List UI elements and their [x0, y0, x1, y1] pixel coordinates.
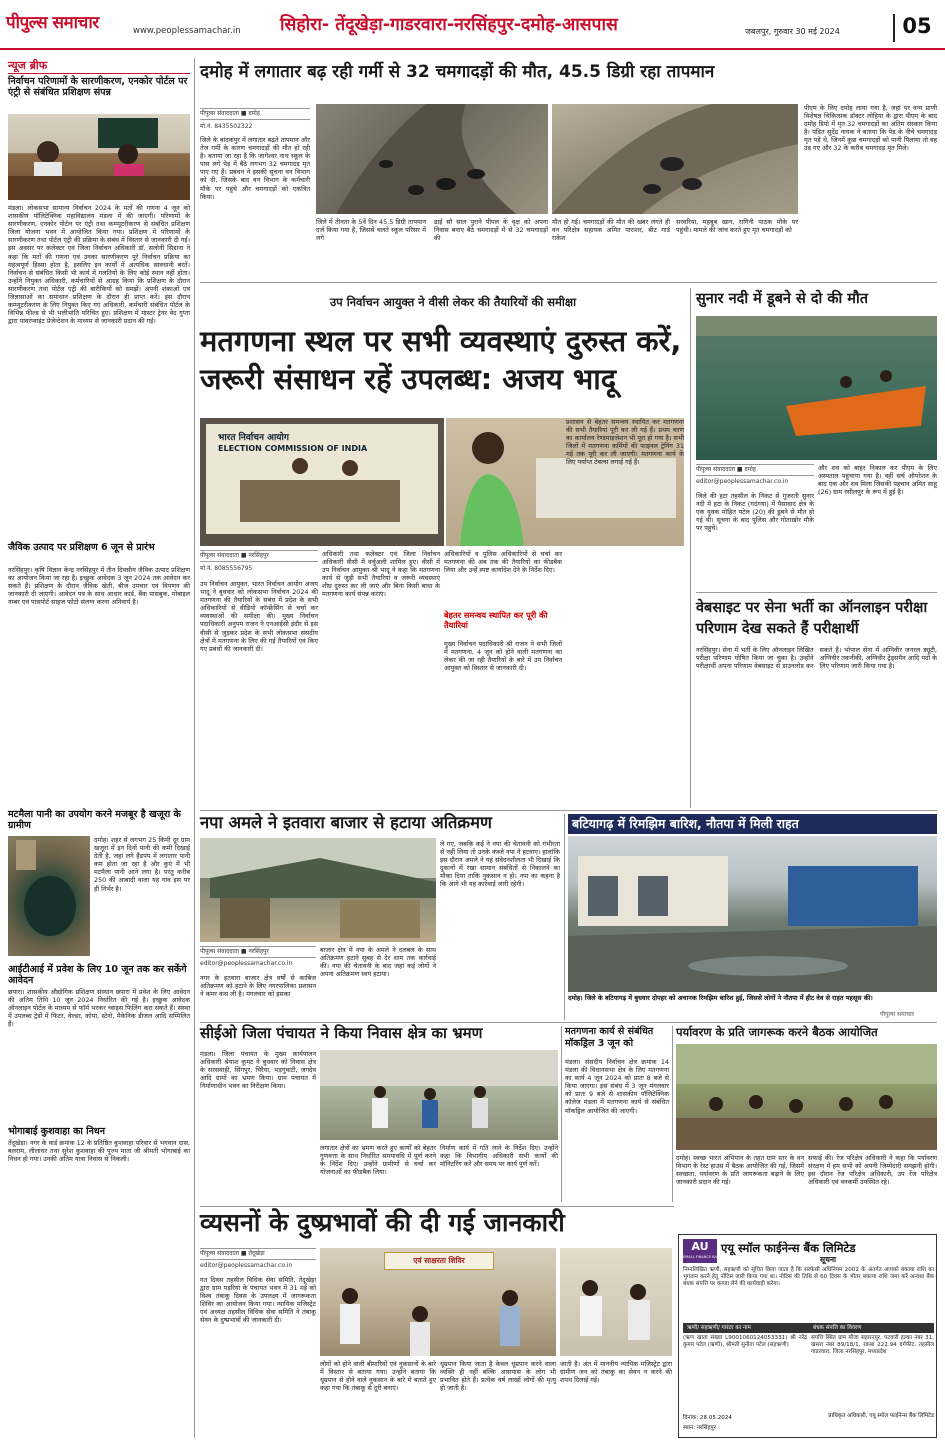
eci-screen-text-en: ELECTION COMMISSION OF INDIA — [218, 444, 368, 453]
count-body-1: उप निर्वाचन आयुक्त, भारत निर्वाचन आयोग अजय भादू ने बुधवार को लोकसभा निर्वाचन 2024 की मतगणना की तैयारियों के संबंध में प्रदेश के सभी अधिकारियों से वीडियो कॉन्फ्रेंसिंग से चर्चा कर व्यवस्थाओं की समीक्षा की। मुख्य निर्वाचन पदाधिकारी अनुपम राजन ने एनआईसी इंदौर से इस वीसी से जुड़कर प्रदेश के सभी लोकसभा संसदीय क्षेत्रों में मतगणना के लिए की गई तैयारियों एवं किए गए प्रबंधों की जानकारी दी। — [200, 580, 318, 653]
count-body-2: अधिकारी तथा कलेक्टर एवं जिला निर्वाचन अधिकारी वीसी में वर्चुअली शामिल हुए। वीसी में उप निर्वाचन आयुक्त श्री भादू ने कहा कि मतगणना कार्य से जुड़ी सभी तैयारियां व जरूरी व्यवस्थाएं शीघ्र दुरुस्त कर ली जाएं और बिना किसी बाधा के मतगणना कार्य संपन्न कराएं। — [322, 550, 440, 599]
rain-photo — [568, 836, 937, 992]
rain-headline: बटियागढ़ में रिमझिम बारिश, नौतपा में मिली राहत — [572, 816, 799, 831]
bank-col-1: ऋणी/ सहऋणी/ गारंटर का नाम — [687, 1325, 751, 1331]
training-scene-icon — [8, 114, 190, 200]
vc-screen-photo — [200, 418, 444, 546]
masthead — [0, 0, 945, 50]
river-rule — [696, 592, 937, 593]
army-headline: वेबसाइट पर सेना भर्ती का ऑनलाइन परीक्षा परिणाम देख सकते हैं परीक्षार्थी — [696, 600, 928, 637]
market-stall-icon — [200, 838, 436, 942]
brief-4-body: छपारा। शासकीय औद्योगिक प्रशिक्षण संस्थान छपारा में प्रवेश के लिए आवेदन की अंतिम तिथि 10 जून 2024 निर्धारित की गई है। इच्छुक आवेदक ऑनलाइन पोर्टल के माध्यम से फॉर्म भरकर च्वाइस फिलिंग करा सकते हैं। संस्था में उपलब्ध ट्रेडों में फिटर, वेल्डर, कोपा, स्टेनो, मैकेनिक डीजल आदि सम्मिलित हैं। — [8, 988, 190, 1029]
count-body-3: अधिकारियों व पुलिस अधिकारियों से चर्चा कर मतगणना की अब तक की तैयारियों का फीडबैक लिया और उन्हें स्पष्ट कार्यादेश देने के निर्देश दिए। — [444, 550, 562, 575]
bank-signatory: प्राधिकृत अधिकारी, एयू स्मॉल फाईनेन्स बैंक लिमिटेड — [828, 1413, 934, 1419]
brief-3-body: दमोह। शहर से लगभग 25 किमी दूर ग्राम खजूरा में इन दिनों पानी की कमी दिखाई देती है, जहां लगे हैंडपंप में लगातार पानी कम होता जा रहा है और कुएं में भी मटमैला पानी आने लगा है। परंतु करीब 250 की आबादी वाला यह गांव इस पर ही निर्भर है। — [94, 836, 190, 893]
site-url: www.peoplessamachar.in — [133, 26, 241, 36]
bank-date: दिनांक: 28.05.2024 — [683, 1415, 732, 1421]
rain-caption: दमोह। जिले के बटियागढ़ में बुधवार दोपहर को अचानक रिमझिम बारिश हुई, जिससे लोगों ने नौतपा में हीट वेव से राहत महसूस की। — [568, 994, 873, 1002]
river-body-1: जिले की हटा तहसील के निकट से गुजरती सुनार नदी में हटा के निकट (गदंगया) में पैसावाद क्षेत्र के एक युवक मोहित पटेल (20) की डूबने से मौत हो गई थी। सूचना के बाद पुलिस और गोताखोर मौके पर पहुंचे। — [696, 492, 814, 533]
brief-1-title: निर्वाचन परिणामों के सारणीकरण, एनकोर पोर्टल पर एंट्री से संबंधित प्रशिक्षण संपन्न — [8, 76, 188, 98]
count-headline: मतगणना स्थल पर सभी व्यवस्थाएं दुरुस्त करें, जरूरी संसाधन रहें उपलब्ध: अजय भादू — [200, 324, 682, 396]
addiction-byline: पीपुल्स संवाददाता ■ तेंदूखेड़ा — [200, 1248, 316, 1260]
rain-rule — [200, 1022, 937, 1023]
bat-story-body: जिले के बांदकपुर में लगातार बढ़ते तापमान और तेज गर्मी के कारण चमगादड़ों की मौत हो रही है। बताया जा रहा है कि जागेश्वर नाथ स्कूल के पास लगे पेड़ में बैठे लगभग 32 चमगादड़ मृत पाए गए हैं। प्रबंधन ने इसकी सूचना वन विभाग को दी, जिसके बाद वन विभाग के कर्मचारी मौके पर पहुंचे और चमगादड़ों को एकत्रित किया। — [200, 136, 310, 201]
encroach-divider-v — [564, 814, 565, 1020]
count-body-4: मुख्य निर्वाचन पदाधिकारी श्री राजन ने सभी जिलों में मतगणना, 4 जून को होने वाली मतगणना का लेकर की जा रही तैयारियों के बारे में उप निर्वाचन आयुक्त को विस्तार से जानकारी दी। — [444, 640, 562, 673]
outdoor-meeting-icon — [676, 1044, 937, 1150]
bank-row-property: संपत्ति स्थित ग्राम मौजा सहारनपुर, पटवारी हल्का नंबर 31, खसरा नंबर 89/18/1, रकबा 222.94 वर्गफीट, तहसील गाडरवारा, जिला नरसिंहपुर, मध्यप्रदेश — [811, 1335, 934, 1355]
addiction-body-1: गत दिवस तहसील विधिक सेवा समिति, तेंदूखेड़ा द्वारा ग्राम पड़रिया के पंचायत भवन में 31 मई को विश्व तंबाकू दिवस के उपलक्ष्य में जागरूकता शिविर का आयोजन किया गया। न्यायिक मजिस्ट्रेट एवं अध्यक्ष तहसील विधिक सेवा समिति ने तंबाकू सेवन के दुष्प्रभावों की जानकारी दी। — [200, 1276, 316, 1325]
tree-roots-icon — [316, 104, 548, 214]
addiction-body-4: जाती है। अंत में माननीय न्यायिक मजिस्ट्रेट द्वारा ग्रामीण जन को तंबाकू का सेवन न करने की शपथ दिलाई गई। — [560, 1360, 672, 1385]
river-email: editor@peoplessamachar.co.in — [696, 478, 789, 485]
army-rule — [200, 810, 937, 811]
count-kicker: उप निर्वाचन आयुक्त ने वीसी लेकर की तैयारियों की समीक्षा — [329, 295, 577, 309]
bank-notice-body: निम्नलिखित ऋणी, सहऋणी को सूचित किया जाता है कि सरफेसी अधिनियम 2002 के अंतर्गत आपको बकाया राशि का भुगतान करने हेतु नोटिस जारी किया गया था। नोटिस की तिथि से 60 दिवस के भीतर बकाया राशि जमा करें अन्यथा बैंक बंधक संपत्ति पर कब्जा लेने की कार्यवाही करेगा। — [683, 1267, 934, 1287]
encroach-headline: नपा अमले ने इतवारा बाजार से हटाया अतिक्रमण — [200, 813, 492, 832]
ceo-divider-v — [561, 1026, 562, 1202]
ceo-body-1: मंडला। जिला पंचायत के मुख्य कार्यपालन अधिकारी श्रेयांश कूमट ने बुधवार को निवास क्षेत्र के सरसवाही, सिंगपुर, चिरैया, भड़गुवाटी, जगदेव आदि ग्रामों का भ्रमण किया। ग्राम पंचायत में निर्माणाधीन भवन का निरीक्षण किया। — [200, 1050, 316, 1091]
count-byline: पीपुल्स संवाददाता ■ नरसिंहपुर — [200, 550, 318, 562]
news-brief-label: न्यूज ब्रीफ — [8, 58, 190, 74]
lower-rule — [200, 1206, 674, 1207]
bank-logo — [683, 1239, 722, 1263]
bank-logo-text: AU — [691, 1240, 709, 1253]
encroach-byline: पीपुल्स संवाददाता ■ नरसिंहपुर — [200, 946, 316, 958]
count-body-5: प्रशासन से बेहतर समन्वय स्थापित कर मतगणना की सभी तैयारियां पूरी कर ली गई हैं। प्रथम चरण का कार्यालय रेण्डमाइजेशन भी पूरा हो गया है। सभी जिलों में मतगणना कर्मियों की फाइनल ट्रेनिंग 31 मई तक पूरी कर ली जाएगी। मतगणना कार्य के लिए पर्याप्त टेबल्स लगाई गई हैं। — [566, 418, 684, 467]
count-divider-v — [690, 288, 691, 808]
region-banner: सिहोरा- तेंदूखेड़ा-गाडरवारा-नरसिंहपुर-दमोह-आसपास — [280, 15, 618, 35]
river-rescue-photo — [696, 316, 937, 460]
rescue-boat-icon — [696, 316, 937, 460]
brief-5-body: तेंदूखेड़ा। नगर के वार्ड क्रमांक 12 के प्रतिष्ठित कुशवाहा परिवार से भगवान दास, बलराम, लीलाधर तथा सुरेश कुशवाहा की पूज्य माता जी श्रीमती भोगाबाई का निधन हो गया। उनकी अंतिम यात्रा निवास से निकली। — [8, 1139, 190, 1164]
counting2-body: मंडला। संसदीय निर्वाचन क्षेत्र क्रमांक 14 मंडला की विधानसभा क्षेत्र के लिए मतगणना का कार्य 4 जून 2024 को प्रातः 8 बजे से किया जाएगा। इस संबंध में 3 जून मंगलवार को प्रातः 9 बजे से शासकीय पॉलिटेक्निक कॉलेज मंडला में मतगणना कार्य से संबंधित मॉकड्रिल आयोजित की जाएगी। — [565, 1058, 669, 1115]
training-photo — [8, 114, 190, 200]
bat-story-headline: दमोह में लगातार बढ़ रही गर्मी से 32 चमगादड़ों की मौत, 45.5 डिग्री रहा तापमान — [200, 62, 715, 82]
bat-photo-2 — [552, 104, 798, 214]
encroach-body-1: नगर के इतवारा बाजार क्षेत्र वर्षों से काबिज अतिक्रमण को हटाने के लिए नगरपालिका प्रशासन ने कमर कस ली है। मंगलवार को इसका — [200, 974, 316, 999]
encroach-email: editor@peoplessamachar.co.in — [200, 960, 293, 967]
army-body: नरसिंहपुर। सेना में भर्ती के लिए ऑनलाइन लिखित परीक्षा परिणाम घोषित किया जा चुका है। उन्होंने परीक्षार्थी अपना परिणाम वेबसाइट से डाउनलोड कर सकते हैं। भोपाल सेना में अग्निवीर जनरल ड्यूटी, अग्निवीर तकनीकी, अग्निवीर ट्रेड्समैन आदि पदों के लिए परिणाम जारी किया गया है। — [696, 646, 937, 671]
bank-notice-title: सूचना — [820, 1255, 836, 1264]
river-headline: सुनार नदी में डूबने से दो की मौत — [696, 291, 868, 307]
brief-2-body: नरसिंहपुर। कृषि विज्ञान केन्द्र नरसिंहपुर में तीन दिवसीय जैविक उत्पाद प्रशिक्षण का आयोजन किया जा रहा है। इच्छुक आवेदक 3 जून 2024 तक आवेदन कर सकते हैं। प्रशिक्षण के दौरान जैविक खेती, बीज उपचार एवं विपणन की जानकारी दी जाएगी। आवेदन पत्र के साथ आधार कार्ड, बैंक पासबुक, मोबाइल नम्बर एवं पासपोर्ट साइज फोटो संलग्न करना अनिवार्य है। — [8, 566, 190, 607]
left-column — [8, 58, 190, 1438]
brand-name: पीपुल्स समाचार — [6, 13, 99, 33]
count-mobile: मो.नं. 8085556795 — [200, 565, 253, 572]
ceo-body-2: लगातार क्षेत्रों का भ्रमण करते हुए कार्यों को बेहतर गुणवत्ता के साथ निर्धारित समयावधि में पूर्ण करने के निर्देश दिए। उन्होंने ग्रामीणों से चर्चा कर योजनाओं का फीडबैक लिया। — [320, 1144, 436, 1177]
brief-3-title: मटमैला पानी का उपयोग करने मजबूर है खजूरा के ग्रामीण — [8, 809, 181, 831]
well-icon — [8, 836, 90, 956]
rain-headline-bar — [568, 814, 937, 834]
well-photo — [8, 836, 90, 956]
market-photo — [200, 838, 436, 942]
counting2-divider-v — [672, 1026, 673, 1202]
brief-2-title: जैविक उत्पाद पर प्रशिक्षण 6 जून से प्रारंभ — [8, 542, 155, 553]
camp-banner — [384, 1252, 494, 1270]
bank-place: स्थान: नरसिंहपुर — [683, 1425, 716, 1431]
count-subhead — [444, 608, 562, 632]
brand-logo — [6, 10, 131, 36]
env-meeting-photo — [676, 1044, 937, 1150]
dead-bats-icon — [552, 104, 798, 214]
page-number: 05 — [893, 14, 939, 42]
bat-story-byline: पीपुल्स संवाददाता ■ दमोह — [200, 108, 310, 120]
bat-story-body-2: पीएम के लिए दमोह लाया गया है, जहां पर वन्य प्राणी विशेषज्ञ चिकित्सक डॉक्टर लोहिया के द्वारा पीएम के बाद दमोह डिपो में मृत 32 चमगादड़ों का अंतिम संस्कार किया है। पंडित सुदेंद्र नायक ने बताया कि पेड़ के नीचे चमगादड़ मृत पड़े थे, जिनमें कुछ चमगादड़ों को पानी पिलाया तो वह उड़ गए और 32 के करीब चमगादड़ मृत मिले। — [804, 104, 937, 153]
addiction-audience-photo — [560, 1248, 672, 1356]
river-byline: पीपुल्स संवाददाता ■ दमोह — [696, 464, 814, 476]
edition-date: जबलपुर, गुरुवार 30 मई 2024 — [745, 27, 840, 36]
bank-notice — [678, 1234, 937, 1438]
seated-people-icon — [560, 1248, 672, 1356]
bank-row-borrower: (ऋण खाता संख्या L9001060124053331) श्री नरेंद्र कुमार पटेल (ऋणी), श्रीमती सुनीता पटेल (सहऋणी) — [683, 1335, 807, 1348]
encroach-body-2: बाजार क्षेत्र में नपा के अमले ने दलबल के साथ अतिक्रमण हटाने सुबह से देर शाम तक कार्रवाई की। नपा की चेतावनी के बाद जहां कई लोगों ने अपना अतिक्रमण स्वयं हटाया। — [320, 946, 436, 979]
camp-banner-text: एवं साक्षरता शिविर — [413, 1256, 465, 1265]
bat-story-mobile: मो.नं. 8435502322 — [200, 123, 253, 130]
addiction-body-3: धूम्रपान किया जाता है केवल धूम्रपान करने वाला व्यक्ति ही नहीं बल्कि आसपास के लोग भी प्रभावित होते हैं। प्रत्येक वर्ष लाखों लोगों की मृत्यु हो जाती है। — [440, 1360, 556, 1393]
addiction-camp-photo — [320, 1248, 556, 1356]
bat-caption-1: जिले में तीनता के 5वें दिन 45.5 डिग्री तापमान दर्ज किया गया है, जिससे चलते स्कूल परिसर में लगे — [316, 218, 426, 243]
bank-table-header — [683, 1323, 934, 1333]
counting2-headline: मतगणना कार्य से संबंधित मॉकड्रिल 3 जून को — [565, 1026, 654, 1049]
brief-4-title: आईटीआई में प्रवेश के लिए 10 जून तक कर सकेंगे आवेदन — [8, 964, 187, 986]
column-divider — [194, 58, 195, 1438]
encroach-body-3: ले गए, जबकि कई ने नपा की चेतावनी को गंभीरता से नहीं लिया तो उनके कब्जे नपा ने हटवाए। हालांकि इस दौरान अमले ने यह संवेदनशीलता भी दिखाई कि दुकानों में रखा सामान संबंधितों से निकालने का मौका दिया ताकि नुकसान न हो। नपा का कहना है कि आगे भी यह कार्रवाई जारी रहेगी। — [440, 840, 560, 889]
env-body-2: सफाई की। रेंज परिक्षेत्र अधिकारी ने कहा कि पर्यावरण संरक्षण में हम सभी को अपनी जिम्मेदारी समझनी होगी। इस दौरान रेंज परिक्षेत्र अधिकारी, उप रेंज परिक्षेत्र अधिकारी एवं वनकर्मी उपस्थित रहे। — [808, 1154, 937, 1187]
addiction-body-2: लोगों को होने वाली बीमारियों एवं नुकसानों के बारे में विस्तार से बताया गया। उन्होंने बताया कि धूम्रपान से होने वाले नुकसान के बारे में बताते हुए कहा गया कि तंबाकू से दूरी बनाएं। — [320, 1360, 436, 1393]
bank-col-2: बंधक संपत्ति का विवरण — [813, 1325, 862, 1331]
ceo-headline: सीईओ जिला पंचायत ने किया निवास क्षेत्र का भ्रमण — [200, 1024, 483, 1042]
env-headline: पर्यावरण के प्रति जागरूक करने बैठक आयोजित — [676, 1025, 878, 1039]
brief-5-title: भोगाबाई कुशवाहा का निधन — [8, 1126, 106, 1137]
visit-group-icon — [320, 1050, 558, 1140]
ceo-visit-photo — [320, 1050, 558, 1140]
addiction-headline: व्यसनों के दुष्प्रभावों की दी गई जानकारी — [200, 1208, 565, 1237]
eci-screen-text: भारत निर्वाचन आयोग — [218, 433, 289, 443]
bank-logo-sub: SMALL FINANCE BANK — [683, 1255, 722, 1259]
count-subhead-text: बेहतर समन्वय स्थापित कर पूरी की तैयारियां — [444, 610, 548, 630]
bat-photo-1 — [316, 104, 548, 214]
addiction-email: editor@peoplessamachar.co.in — [200, 1262, 293, 1269]
rainy-street-icon — [568, 836, 937, 992]
bat-caption-3: मौत हो गई। चमगादड़ों की मौत की खबर लगते ही वन परिक्षेत्र सहायक अमित पाराशर, बीट गार्ड राकेश — [552, 218, 670, 243]
top-story-rule — [200, 282, 937, 283]
bank-name: एयू स्मॉल फाईनेन्स बैंक लिमिटेड — [721, 1241, 856, 1255]
brief-1-body: मंडला। लोकसभा सामान्य निर्वाचन 2024 के मतों की गणना 4 जून को शासकीय पॉलिटेक्निक महाविद्यालय मंडला में की जाएगी। परिणामों के सारणीकरण, एनकोर पोर्टल पर एंट्री तथा कम्प्यूटरीकरण से संबंधित प्रशिक्षण जिला योजना भवन में आयोजित किया गया। प्रशिक्षण में परिणामों के सारणीकरण तथा पोर्टल एंट्री की प्रक्रिया के संबंध में विस्तार से जानकारी दी गई। इस अवसर पर कलेक्टर एवं जिला निर्वाचन अधिकारी डॉ. सलोनी सिडाना ने कहा कि मतों की गणना एवं उनका सारणीकरण पूरे निर्वाचन प्रक्रिया का महत्वपूर्ण हिस्सा होता है, इसलिए इन कार्यों में अत्यधिक सावधानी बरतें। निर्वाचन से संबंधित किसी भी कार्य में गलतियों के लिए कोई स्थान नहीं होता। उन्होंने नियुक्त अधिकारी, कर्मचारियों से आग्रह किया कि प्रशिक्षण के दौरान सारणीकरण तथा पोर्टल एंट्री की बारीकियों को समझें। अपनी शंकाओं एवं जिज्ञासाओं का समाधान प्रशिक्षण के दौरान ही प्राप्त करें। इस दौरान कम्प्यूटरीकरण के लिए नियुक्त किए गए अधिकारी, कर्मचारी संबंधित पोर्टल के विभिन्न फील्ड से भी भलीभांति परिचित हुए। प्रशिक्षण में मास्टर ट्रेनर वेद गुप्ता द्वारा पावरप्वाइंट प्रेजेन्टेशन के माध्यम से जानकारी प्रदान की गई। — [8, 204, 190, 326]
bat-caption-4: सरवरिया, महबूब खान, रागिनी पाठक मौके पर पहुंची। मामले की जांच करते हुए मृत चमगादड़ों को — [676, 218, 798, 235]
bat-caption-2: ढाई सौ साल पुराने पीपल के वृक्ष को अपना निवास बनाए बैठे चमगादड़ों में से 32 चमगादड़ों की — [434, 218, 548, 243]
rain-credit: पीपुल्स समाचार — [880, 1011, 915, 1018]
river-body-2: और शव को बाहर निकाल कर पीएम के लिए अस्पताल पहुंचाया गया है। वहीं सर्च ऑपरेशन के बाद एक और शव मिला जिसकी पहचान अमित साहू (26) ग्राम रसीलपुर के रूप में हुई है। — [818, 464, 937, 497]
env-body-1: दमोह। स्वच्छ भारत अभियान के तहत ग्राम स्तर के वन विभाग के रेस्ट हाउस में बैठक आयोजित की गई, जिसमें स्वच्छता, पर्यावरण के प्रति जागरूकता बढ़ाने के लिए जानकारी प्रदान की गई। — [676, 1154, 804, 1187]
ceo-body-3: निर्माण कार्य में गति लाने के निर्देश दिए। उन्होंने कहा कि विभागीय अधिकारी सभी कार्यों की मॉनिटरिंग करें और समय पर कार्य पूर्ण करें। — [440, 1144, 558, 1169]
